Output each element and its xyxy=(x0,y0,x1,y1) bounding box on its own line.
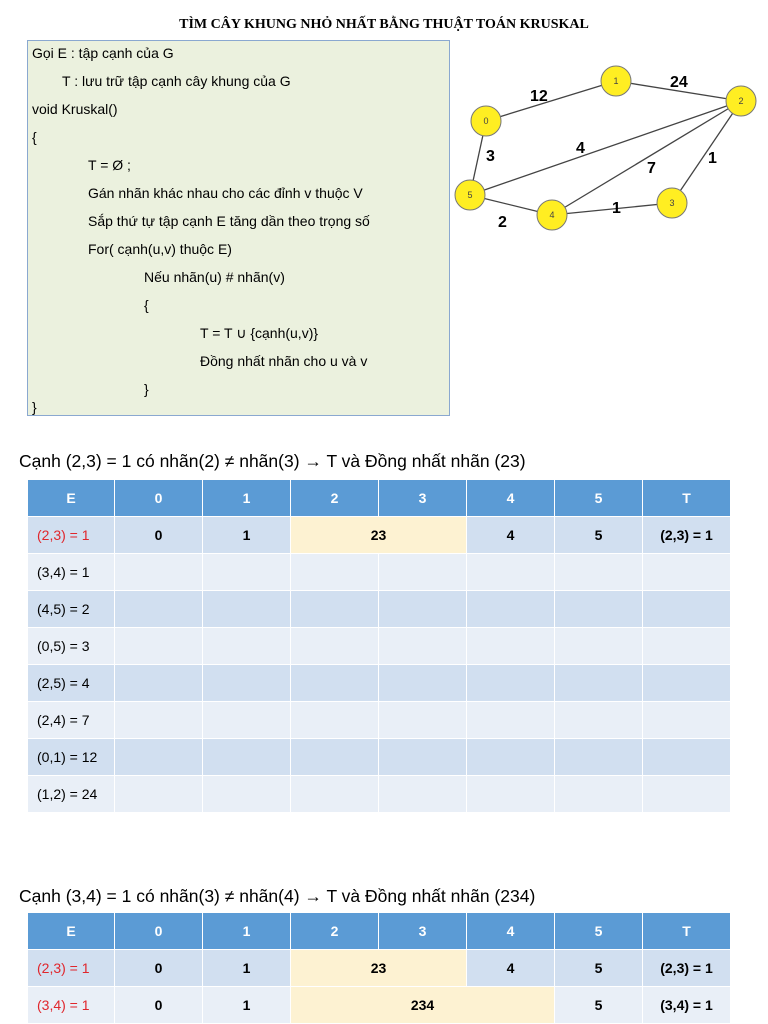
edge-cell: (1,2) = 24 xyxy=(28,776,115,813)
page-title: TÌM CÂY KHUNG NHỎ NHẤT BẰNG THUẬT TOÁN KRUSKAL xyxy=(179,17,589,32)
table-row xyxy=(28,517,731,554)
code-line: Đồng nhất nhãn cho u và v xyxy=(200,353,368,369)
tree-cell: (2,3) = 1 xyxy=(643,517,731,554)
code-line: T = T ∪ {cạnh(u,v)} xyxy=(200,325,319,341)
column-header: 1 xyxy=(203,913,291,950)
pseudocode-box xyxy=(27,40,450,416)
label-cell: 1 xyxy=(203,950,291,987)
code-line: For( cạnh(u,v) thuộc E) xyxy=(88,241,232,257)
column-header: 4 xyxy=(467,913,555,950)
edge-weight: 2 xyxy=(498,214,507,231)
table-row xyxy=(28,776,731,813)
label-cell: 5 xyxy=(555,987,643,1024)
code-line: void Kruskal() xyxy=(32,101,118,117)
edge-weight: 4 xyxy=(576,140,585,157)
label-cell: 5 xyxy=(555,517,643,554)
edge-cell: (2,3) = 1 xyxy=(28,517,115,554)
edge-cell: (2,4) = 7 xyxy=(28,702,115,739)
column-header: 0 xyxy=(115,913,203,950)
merged-label-cell: 23 xyxy=(291,517,467,554)
table-row xyxy=(28,739,731,776)
edge-weight: 3 xyxy=(486,148,495,165)
edge-cell: (0,1) = 12 xyxy=(28,739,115,776)
column-header: 5 xyxy=(555,480,643,517)
tree-cell: (2,3) = 1 xyxy=(643,950,731,987)
column-header: 2 xyxy=(291,480,379,517)
label-cell: 1 xyxy=(203,517,291,554)
label-cell: 0 xyxy=(115,950,203,987)
label-cell: 4 xyxy=(467,950,555,987)
edge-0-1 xyxy=(486,81,616,121)
label-cell: 0 xyxy=(115,517,203,554)
node-label: 5 xyxy=(467,190,473,200)
column-header: E xyxy=(28,480,115,517)
code-line: Gọi E : tập cạnh của G xyxy=(32,45,174,61)
column-header: 2 xyxy=(291,913,379,950)
table-row xyxy=(28,665,731,702)
merged-label-cell: 23 xyxy=(291,950,467,987)
column-header: 4 xyxy=(467,480,555,517)
edge-weight: 7 xyxy=(647,160,656,177)
code-line: } xyxy=(144,381,149,397)
step-table xyxy=(27,479,731,813)
step-caption: Cạnh (3,4) = 1 có nhãn(3) ≠ nhãn(4) → T và Đồng nhất nhãn (234) xyxy=(19,886,536,906)
node-label: 0 xyxy=(483,116,489,126)
node-label: 4 xyxy=(549,210,555,220)
step-table xyxy=(27,912,731,1024)
label-cell: 1 xyxy=(203,987,291,1024)
label-cell: 5 xyxy=(555,950,643,987)
code-line: { xyxy=(144,297,149,313)
label-cell: 4 xyxy=(467,517,555,554)
code-line: Sắp thứ tự tập cạnh E tăng dần theo trọng số xyxy=(88,213,370,229)
edge-cell: (3,4) = 1 xyxy=(28,987,115,1024)
edge-cell: (3,4) = 1 xyxy=(28,554,115,591)
column-header: 5 xyxy=(555,913,643,950)
table-row xyxy=(28,628,731,665)
node-label: 1 xyxy=(613,76,619,86)
edge-cell: (0,5) = 3 xyxy=(28,628,115,665)
table-row xyxy=(28,950,731,987)
table-row xyxy=(28,554,731,591)
edge-weight: 1 xyxy=(708,150,717,167)
edge-cell: (2,3) = 1 xyxy=(28,950,115,987)
column-header: T xyxy=(643,913,731,950)
code-line: Gán nhãn khác nhau cho các đỉnh v thuộc V xyxy=(88,185,363,201)
edge-weight: 24 xyxy=(670,74,688,91)
code-line: { xyxy=(32,129,37,145)
edge-weight: 1 xyxy=(612,200,621,217)
code-line: } xyxy=(32,399,37,415)
label-cell: 0 xyxy=(115,987,203,1024)
node-label: 3 xyxy=(669,198,675,208)
tree-cell: (3,4) = 1 xyxy=(643,987,731,1024)
table-header-row xyxy=(28,480,731,517)
column-header: 3 xyxy=(379,913,467,950)
node-label: 2 xyxy=(738,96,744,106)
edge-2-3 xyxy=(672,101,741,203)
column-header: 1 xyxy=(203,480,291,517)
column-header: 0 xyxy=(115,480,203,517)
code-line: Nếu nhãn(u) # nhãn(v) xyxy=(144,269,285,285)
edge-cell: (2,5) = 4 xyxy=(28,665,115,702)
table-row xyxy=(28,987,731,1024)
table-row xyxy=(28,591,731,628)
code-line: T = Ø ; xyxy=(88,157,131,173)
code-line: T : lưu trữ tập cạnh cây khung của G xyxy=(62,73,291,89)
column-header: E xyxy=(28,913,115,950)
table-header-row xyxy=(28,913,731,950)
table-row xyxy=(28,702,731,739)
graph-diagram xyxy=(450,55,760,245)
step-caption: Cạnh (2,3) = 1 có nhãn(2) ≠ nhãn(3) → T và Đồng nhất nhãn (23) xyxy=(19,451,526,471)
column-header: 3 xyxy=(379,480,467,517)
merged-label-cell: 234 xyxy=(291,987,555,1024)
column-header: T xyxy=(643,480,731,517)
edge-2-5 xyxy=(470,101,741,195)
edge-weight: 12 xyxy=(530,88,548,105)
edge-cell: (4,5) = 2 xyxy=(28,591,115,628)
